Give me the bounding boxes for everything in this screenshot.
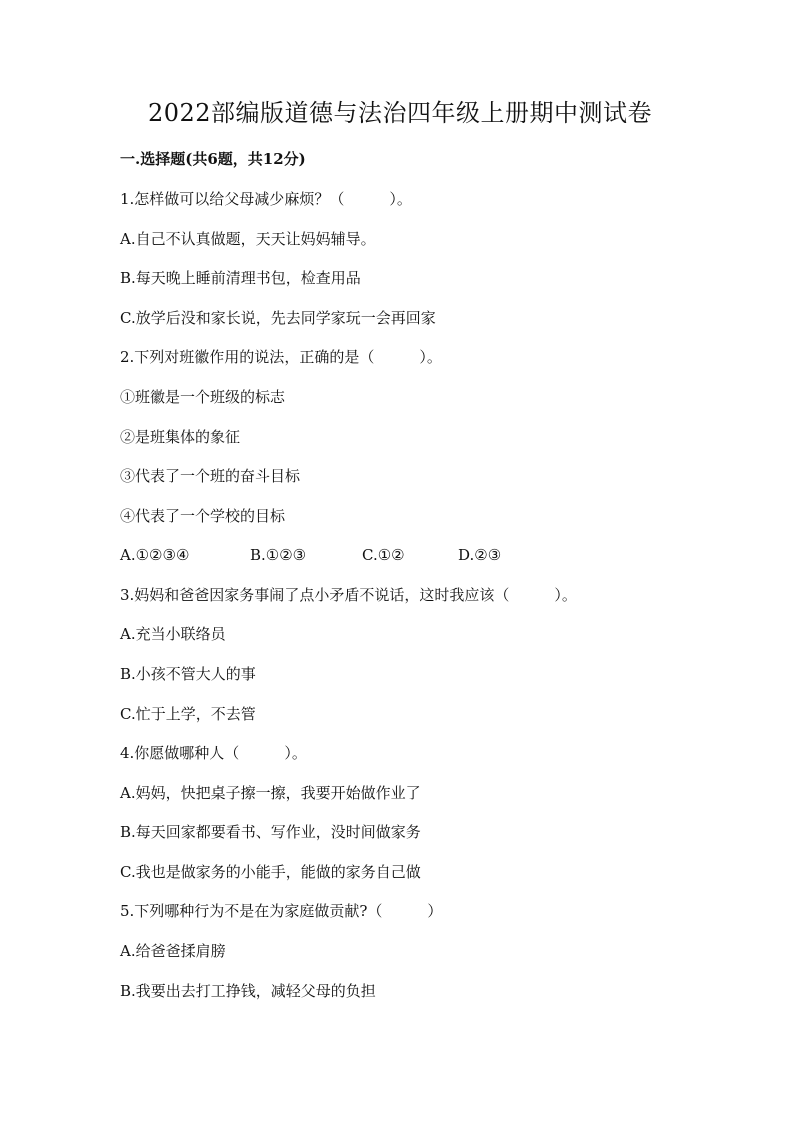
- question-5-option-a: A.给爸爸揉肩膀: [120, 942, 226, 960]
- question-2-statement-3: ③代表了一个班的奋斗目标: [120, 467, 301, 485]
- question-2-option-b: B.①②③: [250, 546, 307, 564]
- question-2-option-d: D.②③: [458, 546, 502, 564]
- question-3-option-b: B.小孩不管大人的事: [120, 665, 256, 683]
- question-2-stem: 2.下列对班徽作用的说法，正确的是（ ）。: [120, 348, 442, 366]
- question-1-option-b: B.每天晚上睡前清理书包，检查用品: [120, 269, 361, 287]
- question-2-option-c: C.①②: [362, 546, 405, 564]
- question-4-option-b: B.每天回家都要看书、写作业，没时间做家务: [120, 823, 421, 841]
- question-3-stem: 3.妈妈和爸爸因家务事闹了点小矛盾不说话，这时我应该（ ）。: [120, 586, 577, 604]
- question-4-stem: 4.你愿做哪种人（ ）。: [120, 744, 307, 762]
- section-heading: 一.选择题(共6题，共12分): [120, 150, 306, 168]
- question-1-option-c: C.放学后没和家长说，先去同学家玩一会再回家: [120, 309, 436, 327]
- question-2-statement-4: ④代表了一个学校的目标: [120, 507, 286, 525]
- question-1-stem: 1.怎样做可以给父母减少麻烦？（ ）。: [120, 190, 412, 208]
- question-2-option-a: A.①②③④: [120, 546, 190, 564]
- question-3-option-a: A.充当小联络员: [120, 625, 226, 643]
- question-3-option-c: C.忙于上学，不去管: [120, 705, 256, 723]
- question-2-options-row: [120, 544, 720, 566]
- question-4-option-a: A.妈妈，快把桌子擦一擦，我要开始做作业了: [120, 784, 421, 802]
- question-4-option-c: C.我也是做家务的小能手，能做的家务自己做: [120, 863, 421, 881]
- page-title: 2022部编版道德与法治四年级上册期中测试卷: [147, 99, 653, 127]
- question-5-stem: 5.下列哪种行为不是在为家庭做贡献?（ ）: [120, 902, 443, 920]
- question-1-option-a: A.自己不认真做题，天天让妈妈辅导。: [120, 230, 376, 248]
- question-2-statement-2: ②是班集体的象征: [120, 428, 241, 446]
- question-5-option-b: B.我要出去打工挣钱，减轻父母的负担: [120, 982, 376, 1000]
- question-2-statement-1: ①班徽是一个班级的标志: [120, 388, 286, 406]
